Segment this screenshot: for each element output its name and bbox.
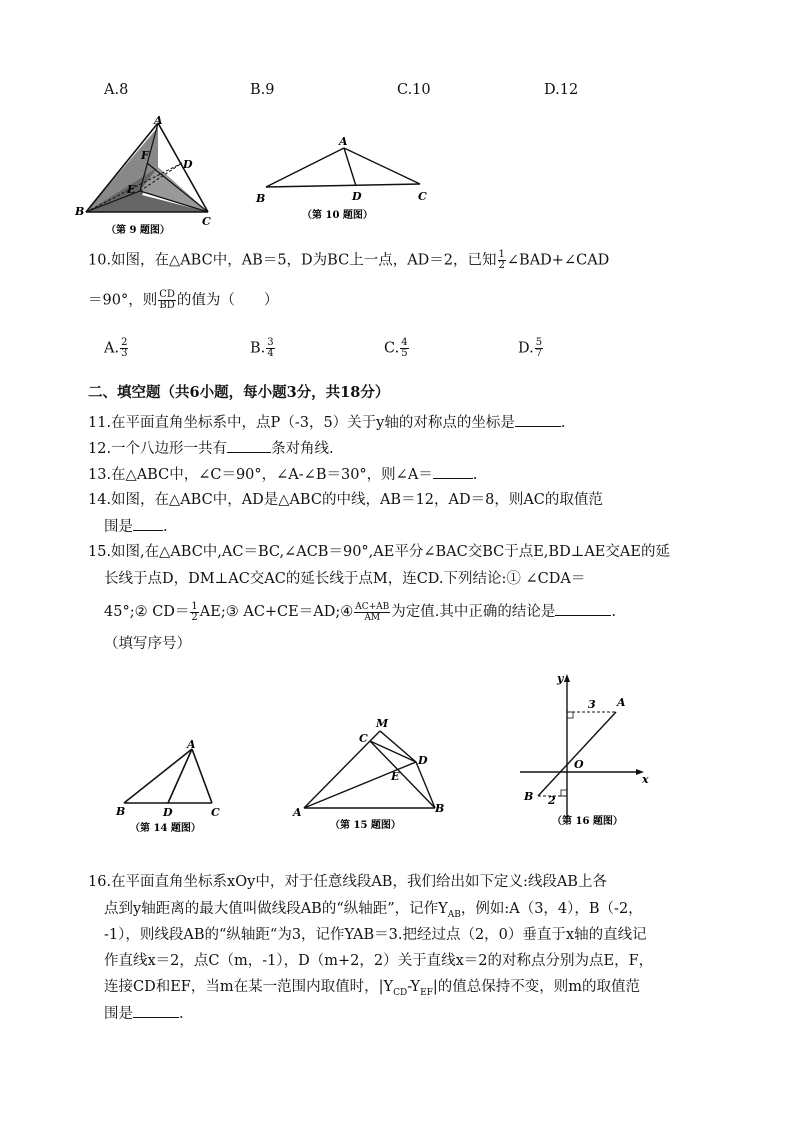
figure-16 (512, 668, 662, 828)
q11-blank[interactable] (515, 412, 561, 427)
q10-option-d[interactable]: D. $\frac{5}{7}$ (518, 337, 543, 359)
fig16-caption: （第 16 题图） (552, 816, 623, 827)
fig14-label-d: D (163, 806, 173, 819)
q13-blank[interactable] (433, 464, 473, 479)
fig15-label-b: B (435, 802, 445, 815)
fig9-label-a: A (154, 115, 163, 127)
fig16-label-o: O (574, 758, 584, 771)
fig9-label-d: D (183, 158, 193, 171)
q15-line3: 45°;② CD＝ $\frac{1}{2}$ AE;③ AC+CE＝AD;④ $\frac{AC+AB}{AM}$ 为定值.其中正确的结论是 . (104, 600, 616, 623)
q10-option-b[interactable]: B. $\frac{3}{4}$ (250, 337, 274, 359)
figure-10 (252, 132, 437, 224)
q16-line4: 作直线x＝2，点C（m，-1），D（m+2，2）关于直线x＝2的对称点分别为点E，F， (104, 953, 654, 969)
q16-line3: -1），则线段AB的“纵轴距“为3，记作YAB＝3.把经过点（2，0）垂直于x轴的直线记 (104, 927, 647, 943)
q10-option-a[interactable]: A. $\frac{2}{3}$ (104, 337, 128, 359)
fig16-label-x: x (642, 773, 649, 786)
fig9-label-f: F (141, 149, 149, 162)
fig14-label-c: C (211, 806, 220, 819)
fig16-label-y: y (557, 672, 564, 685)
fig10-label-a: A (339, 135, 348, 148)
q16-line2: 点到y轴距离的最大值叫做线段AB的“纵轴距”，记作$Y_{AB}$，例如:A（3，4），B（-2， (104, 901, 643, 920)
fig14-caption: （第 14 题图） (130, 823, 201, 834)
q9-option-a[interactable]: A.8 (104, 82, 129, 98)
q15-line1: 15.如图,在△ABC中,AC＝BC,∠ACB＝90°,AE平分∠BAC交BC于点E,BD⊥AE交AE的延 (88, 544, 670, 560)
q11: 11.在平面直角坐标系中，点P（-3，5）关于y轴的对称点的坐标是 . (88, 412, 565, 433)
q14-line2: 围是 . (104, 516, 168, 537)
fig14-label-a: A (187, 738, 196, 751)
figure-9 (72, 115, 222, 237)
q16-line1: 16.在平面直角坐标系xOy中，对于任意线段AB，我们给出如下定义:线段AB上各 (88, 874, 607, 890)
fig15-label-m: M (376, 717, 389, 730)
figure-14 (112, 735, 230, 835)
fig10-label-b: B (256, 192, 266, 205)
q13: 13.在△ABC中，∠C＝90°，∠A-∠B＝30°，则∠A＝ . (88, 464, 477, 485)
fig16-label-3: 3 (588, 698, 596, 711)
section-2-heading: 二、填空题（共6小题，每小题3分，共18分） (88, 384, 390, 401)
q12: 12.一个八边形一共有 条对角线. (88, 438, 334, 459)
fig16-label-a: A (617, 696, 626, 709)
fig10-label-c: C (418, 190, 427, 203)
fig14-label-b: B (116, 805, 126, 818)
q16-blank[interactable] (133, 1003, 179, 1018)
figure-15 (290, 714, 460, 834)
q9-option-d[interactable]: D.12 (544, 82, 579, 98)
fig9-label-c: C (202, 215, 211, 228)
fig15-label-a: A (293, 806, 302, 819)
q15-line2: 长线于点D，DM⊥AC交AC的延长线于点M，连CD.下列结论:① ∠CDA＝ (104, 571, 586, 587)
fig15-caption: （第 15 题图） (330, 820, 401, 831)
fig15-label-e: E (391, 770, 400, 783)
q14-blank[interactable] (133, 516, 163, 531)
fig10-label-d: D (352, 190, 362, 203)
q12-blank[interactable] (227, 438, 271, 453)
fig16-label-b: B (524, 790, 534, 803)
q16-line5: 连接CD和EF，当m在某一范围内取值时，$|Y_{CD}-Y_{EF}|$的值总保持不变，则m的取值范 (104, 979, 641, 998)
fig10-caption: （第 10 题图） (302, 210, 373, 221)
q10-line2: ＝90°，则 $\frac{CD}{BD}$ 的值为（ ） (88, 289, 279, 311)
q16-line6: 围是 . (104, 1003, 184, 1024)
q9-option-c[interactable]: C.10 (397, 82, 431, 98)
q14-line1: 14.如图，在△ABC中，AD是△ABC的中线，AB＝12，AD＝8，则AC的取值范 (88, 492, 603, 508)
q10-option-c[interactable]: C. $\frac{4}{5}$ (384, 337, 408, 359)
fig15-label-d: D (418, 754, 428, 767)
q10-line1: 10.如图，在△ABC中，AB＝5，D为BC上一点，AD＝2，已知 $\frac{1}{2}$ ∠BAD+∠CAD (88, 249, 610, 271)
fig9-label-e: E (127, 183, 136, 196)
fig15-label-c: C (359, 732, 368, 745)
fig16-label-2: 2 (548, 794, 556, 807)
q9-option-b[interactable]: B.9 (250, 82, 275, 98)
fig9-label-b: B (75, 205, 85, 218)
fig9-caption: （第 9 题图） (106, 225, 170, 236)
q15-line4: （填写序号） (104, 636, 191, 652)
q15-blank[interactable] (555, 601, 611, 616)
